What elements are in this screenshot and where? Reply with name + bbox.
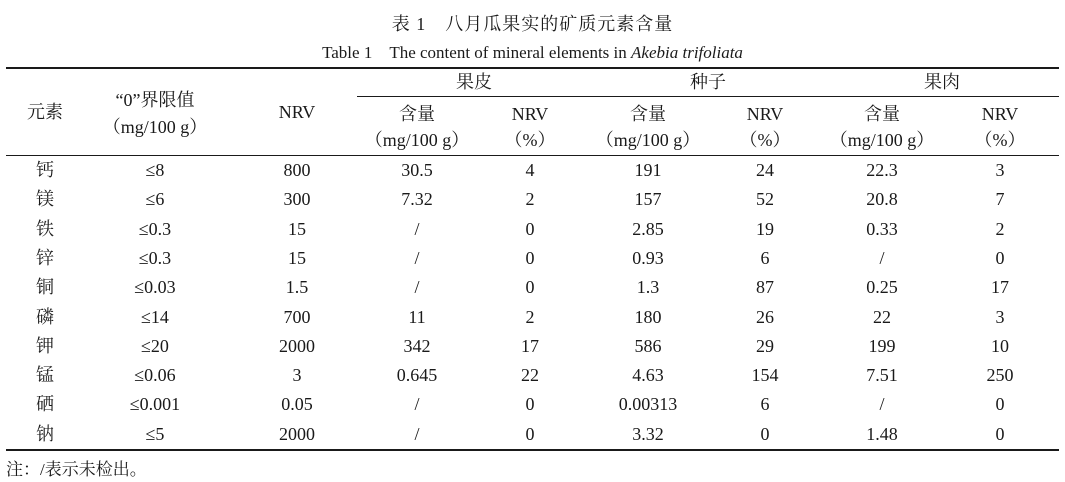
cell-peel-nrv: 0: [525, 424, 535, 444]
cell-pulp: /: [879, 394, 885, 414]
header-bottom-rule: [6, 155, 1059, 156]
cell-pulp: 22.3: [866, 160, 898, 180]
header-seed-nrv-line1: NRV: [746, 104, 784, 124]
cell-element: 锌: [36, 248, 54, 268]
cell-element: 钠: [36, 424, 54, 444]
cell-seed-nrv: 24: [756, 160, 774, 180]
cell-seed-nrv: 52: [756, 189, 774, 209]
cell-limit: ≤14: [141, 307, 169, 327]
cell-pulp: 1.48: [866, 424, 898, 444]
cell-seed: 0.00313: [618, 394, 678, 414]
cell-pulp-nrv: 250: [986, 365, 1014, 385]
cell-peel: /: [414, 248, 420, 268]
cell-pulp-nrv: 0: [995, 394, 1005, 414]
header-peel-nrv-line2: （%）: [504, 130, 556, 150]
cell-limit: ≤8: [145, 160, 165, 180]
title-en-species: Akebia trifoliata: [631, 43, 743, 62]
cell-pulp-nrv: 0: [995, 248, 1005, 268]
cell-peel: /: [414, 424, 420, 444]
cell-pulp-nrv: 0: [995, 424, 1005, 444]
cell-element: 硒: [36, 394, 54, 414]
cell-peel: 11: [408, 307, 426, 327]
cell-nrv: 2000: [279, 336, 315, 356]
header-seed-content-line1: 含量: [630, 104, 666, 124]
cell-seed: 0.93: [632, 248, 664, 268]
cell-element: 磷: [36, 307, 54, 327]
group-rule: [357, 96, 1059, 97]
cell-peel: /: [414, 277, 420, 297]
cell-pulp: 22: [873, 307, 891, 327]
cell-pulp-nrv: 3: [995, 307, 1005, 327]
cell-limit: ≤5: [145, 424, 165, 444]
header-nrv: NRV: [278, 102, 316, 122]
cell-nrv: 3: [292, 365, 302, 385]
cell-peel-nrv: 17: [521, 336, 539, 356]
cell-limit: ≤6: [145, 189, 165, 209]
cell-seed: 157: [634, 189, 662, 209]
cell-peel-nrv: 2: [525, 189, 535, 209]
cell-seed: 4.63: [632, 365, 664, 385]
header-seed-content-line2: （mg/100 g）: [595, 130, 701, 150]
cell-pulp-nrv: 7: [995, 189, 1005, 209]
top-rule: [6, 67, 1059, 69]
cell-peel-nrv: 0: [525, 277, 535, 297]
cell-element: 锰: [36, 365, 54, 385]
cell-peel-nrv: 0: [525, 394, 535, 414]
cell-peel-nrv: 22: [521, 365, 539, 385]
cell-seed-nrv: 0: [760, 424, 770, 444]
cell-pulp: 0.25: [866, 277, 898, 297]
cell-seed-nrv: 6: [760, 394, 770, 414]
cell-element: 铜: [36, 277, 54, 297]
table-title-en: [0, 38, 1065, 63]
cell-limit: ≤0.06: [134, 365, 176, 385]
cell-peel: 30.5: [401, 160, 433, 180]
cell-element: 铁: [36, 219, 54, 239]
cell-nrv: 15: [288, 219, 306, 239]
header-element: 元素: [27, 102, 63, 122]
cell-nrv: 300: [283, 189, 311, 209]
cell-seed: 191: [634, 160, 662, 180]
cell-pulp: 20.8: [866, 189, 898, 209]
header-peel-content-line1: 含量: [399, 104, 435, 124]
header-pulp-content-line1: 含量: [864, 104, 900, 124]
cell-pulp: 7.51: [866, 365, 898, 385]
cell-seed-nrv: 26: [756, 307, 774, 327]
cell-seed: 180: [634, 307, 662, 327]
cell-limit: ≤0.03: [134, 277, 176, 297]
header-zero-limit-line1: “0”界限值: [115, 90, 195, 110]
cell-element: 钾: [36, 336, 54, 356]
cell-pulp-nrv: 3: [995, 160, 1005, 180]
header-peel-nrv-line1: NRV: [511, 104, 549, 124]
cell-nrv: 0.05: [281, 394, 313, 414]
bottom-rule: [6, 449, 1059, 451]
header-group-pulp: 果肉: [924, 72, 960, 92]
cell-pulp: 199: [868, 336, 896, 356]
table-note: 注：/表示未检出。: [6, 460, 147, 479]
header-group-peel: 果皮: [456, 72, 492, 92]
cell-pulp-nrv: 17: [991, 277, 1009, 297]
cell-seed-nrv: 29: [756, 336, 774, 356]
cell-limit: ≤0.3: [138, 248, 172, 268]
cell-peel-nrv: 4: [525, 160, 535, 180]
table-title-cn: 表 1 八月瓜果实的矿质元素含量: [391, 14, 674, 34]
cell-seed-nrv: 87: [756, 277, 774, 297]
cell-seed: 3.32: [632, 424, 664, 444]
cell-limit: ≤0.3: [138, 219, 172, 239]
cell-pulp-nrv: 10: [991, 336, 1009, 356]
cell-element: 钙: [36, 160, 54, 180]
header-group-seed: 种子: [690, 72, 726, 92]
cell-peel: /: [414, 219, 420, 239]
cell-peel: 0.645: [396, 365, 438, 385]
cell-nrv: 700: [283, 307, 311, 327]
cell-seed-nrv: 6: [760, 248, 770, 268]
header-pulp-content-line2: （mg/100 g）: [829, 130, 935, 150]
cell-nrv: 800: [283, 160, 311, 180]
cell-limit: ≤20: [141, 336, 169, 356]
cell-peel: /: [414, 394, 420, 414]
cell-nrv: 15: [288, 248, 306, 268]
title-en-prefix: Table 1 The content of mineral elements in: [322, 43, 632, 62]
cell-nrv: 2000: [279, 424, 315, 444]
cell-peel-nrv: 2: [525, 307, 535, 327]
cell-seed: 2.85: [632, 219, 664, 239]
cell-seed: 586: [634, 336, 662, 356]
cell-peel-nrv: 0: [525, 248, 535, 268]
cell-seed-nrv: 154: [751, 365, 779, 385]
cell-pulp: 0.33: [866, 219, 898, 239]
cell-element: 镁: [36, 189, 54, 209]
cell-peel: 7.32: [401, 189, 433, 209]
cell-peel: 342: [403, 336, 431, 356]
cell-peel-nrv: 0: [525, 219, 535, 239]
cell-pulp-nrv: 2: [995, 219, 1005, 239]
header-seed-nrv-line2: （%）: [739, 130, 791, 150]
header-pulp-nrv-line1: NRV: [981, 104, 1019, 124]
cell-seed-nrv: 19: [756, 219, 774, 239]
header-pulp-nrv-line2: （%）: [974, 130, 1026, 150]
header-zero-limit-line2: （mg/100 g）: [102, 117, 208, 137]
cell-nrv: 1.5: [285, 277, 309, 297]
header-peel-content-line2: （mg/100 g）: [364, 130, 470, 150]
cell-pulp: /: [879, 248, 885, 268]
cell-seed: 1.3: [636, 277, 660, 297]
cell-limit: ≤0.001: [129, 394, 181, 414]
